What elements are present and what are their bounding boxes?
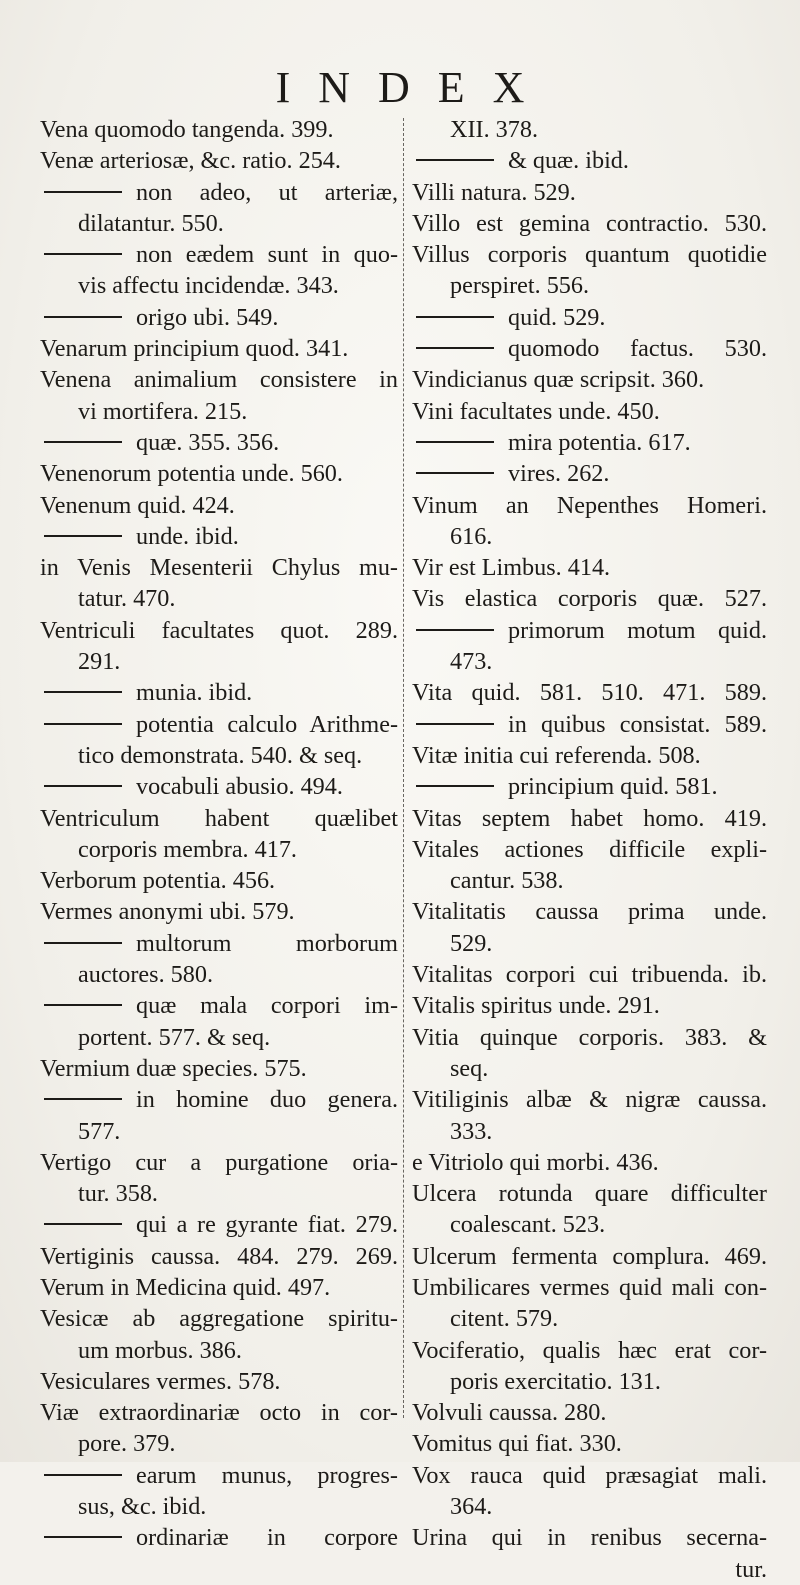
ditto-dash [44, 1223, 122, 1225]
index-entry [40, 333, 398, 364]
index-entry [40, 928, 398, 959]
index-entry-text: principium quid. 581. [508, 773, 718, 801]
index-entry [412, 1147, 767, 1178]
index-entry [412, 583, 767, 614]
index-entry-text: Verborum potentia. 456. [40, 867, 276, 895]
index-entry [40, 677, 398, 708]
index-entry [412, 646, 767, 677]
ditto-dash [416, 472, 494, 474]
index-entry-text: & quæ. ibid. [508, 147, 629, 175]
index-entry [40, 1272, 398, 1303]
index-entry-text: 364. [450, 1493, 493, 1521]
index-entry [40, 458, 398, 489]
index-entry [412, 552, 767, 583]
index-entry-text: Vermes anonymi ubi. 579. [40, 898, 295, 926]
ditto-dash [416, 316, 494, 318]
index-entry-text: earum munus, progres- [136, 1461, 398, 1489]
index-entry-text: non adeo, ut arteriæ, [136, 178, 398, 206]
index-entry [40, 959, 398, 990]
index-entry [40, 709, 398, 740]
index-entry [412, 1428, 767, 1459]
index-entry [40, 1116, 398, 1147]
index-entry-text: Viæ extraordinariæ octo in cor- [40, 1399, 398, 1427]
index-entry-text: unde. ibid. [136, 522, 239, 550]
index-entry [40, 615, 398, 646]
index-entry [412, 521, 767, 552]
index-entry-text: Villo est gemina contractio. 530. [412, 209, 767, 237]
index-entry [412, 1491, 767, 1522]
index-entry-text: Ventriculi facultates quot. 289. [40, 616, 398, 644]
index-entry-text: ordinariæ in corpore [136, 1524, 398, 1552]
index-entry-text: potentia calculo Arithme- [136, 710, 398, 738]
index-entry-text: 529. [450, 929, 493, 957]
index-entry-text: primorum motum quid. [508, 616, 767, 644]
index-entry-text: mira potentia. 617. [508, 428, 691, 456]
index-entry [412, 490, 767, 521]
index-entry [40, 302, 398, 333]
index-entry [40, 1397, 398, 1428]
index-entry-text: in quibus consistat. 589. [508, 710, 767, 738]
index-entry [412, 1554, 767, 1585]
index-entry-text: vocabuli abusio. 494. [136, 773, 343, 801]
index-entry-text: e Vitriolo qui morbi. 436. [412, 1148, 659, 1176]
index-entry [40, 427, 398, 458]
index-entry [40, 1460, 398, 1491]
index-entry-text: tico demonstrata. 540. & seq. [78, 741, 363, 769]
index-entry [40, 1053, 398, 1084]
index-entry [40, 740, 398, 771]
index-entry [412, 396, 767, 427]
index-entry-text: Ventriculum habent quælibet [40, 804, 398, 832]
index-entry [40, 1366, 398, 1397]
index-entry-text: Vitia quinque corporis. 383. & [412, 1023, 767, 1051]
index-entry-text: Vitas septem habet homo. 419. [412, 804, 767, 832]
index-entry [412, 1303, 767, 1334]
index-entry-text: coalescant. 523. [450, 1211, 606, 1239]
index-entry-text: sus, &c. ibid. [78, 1493, 207, 1521]
index-entry-text: quæ. 355. 356. [136, 428, 280, 456]
index-entry-text: Venenum quid. 424. [40, 491, 235, 519]
index-entry [412, 239, 767, 270]
index-entry-text: Umbilicares vermes quid mali con- [412, 1273, 767, 1301]
index-entry [40, 1303, 398, 1334]
index-entry [40, 1209, 398, 1240]
index-column-left [40, 114, 398, 1554]
index-entry [412, 1272, 767, 1303]
ditto-dash [416, 723, 494, 725]
index-entry [412, 990, 767, 1021]
index-entry [40, 1084, 398, 1115]
index-entry [40, 114, 398, 145]
index-entry [40, 865, 398, 896]
ditto-dash [44, 1474, 122, 1476]
ditto-dash [44, 785, 122, 787]
ditto-dash [44, 191, 122, 193]
index-entry [40, 834, 398, 865]
index-entry-text: 291. [78, 648, 121, 676]
index-entry [412, 114, 767, 145]
ditto-dash [44, 1536, 122, 1538]
ditto-dash [44, 316, 122, 318]
index-entry [40, 646, 398, 677]
index-entry-text: um morbus. 386. [78, 1336, 242, 1364]
index-entry [412, 834, 767, 865]
index-entry-text: vires. 262. [508, 460, 610, 488]
index-entry [40, 396, 398, 427]
index-entry-text: 473. [450, 648, 493, 676]
column-divider [403, 118, 404, 1418]
index-entry-text: Verum in Medicina quid. 497. [40, 1273, 331, 1301]
index-entry [40, 990, 398, 1021]
index-entry-text: Venena animalium consistere in [40, 366, 398, 394]
index-entry [40, 1522, 398, 1553]
ditto-dash [44, 942, 122, 944]
index-entry-text: dilatantur. 550. [78, 209, 224, 237]
index-entry-text: Vertigo cur a purgatione oria- [40, 1148, 398, 1176]
index-entry [40, 208, 398, 239]
index-entry-text: citent. 579. [450, 1305, 559, 1333]
index-entry [412, 427, 767, 458]
ditto-dash [416, 785, 494, 787]
index-entry [412, 208, 767, 239]
index-entry [412, 803, 767, 834]
index-entry-text: origo ubi. 549. [136, 303, 279, 331]
index-entry-text: Vomitus qui fiat. 330. [412, 1430, 622, 1458]
index-entry-text: vis affectu incidendæ. 343. [78, 272, 339, 300]
index-entry [40, 270, 398, 301]
index-entry [40, 552, 398, 583]
index-entry-text: Venæ arteriosæ, &c. ratio. 254. [40, 147, 341, 175]
index-entry [412, 1241, 767, 1272]
index-entry-text: Vinum an Nepenthes Homeri. [412, 491, 767, 519]
index-entry [412, 302, 767, 333]
index-entry [412, 177, 767, 208]
index-entry-text: poris exercitatio. 131. [450, 1367, 661, 1395]
index-entry-text: tur. [735, 1555, 767, 1583]
index-entry-text: quid. 529. [508, 303, 606, 331]
index-entry [412, 615, 767, 646]
index-entry [40, 521, 398, 552]
index-entry-text: vi mortifera. 215. [78, 397, 248, 425]
index-entry [40, 1147, 398, 1178]
index-entry [412, 1022, 767, 1053]
page-title: INDEX [275, 63, 553, 112]
index-entry-text: Vitæ initia cui referenda. 508. [412, 741, 701, 769]
index-entry [412, 1053, 767, 1084]
ditto-dash [44, 723, 122, 725]
index-entry-text: quæ mala corpori im- [136, 992, 398, 1020]
index-entry [412, 1366, 767, 1397]
index-entry [412, 145, 767, 176]
index-entry-text: Vesicæ ab aggregatione spiritu- [40, 1305, 398, 1333]
index-entry [412, 333, 767, 364]
index-entry-text: Vesiculares vermes. 578. [40, 1367, 281, 1395]
index-entry [412, 1178, 767, 1209]
index-entry [40, 1241, 398, 1272]
ditto-dash [44, 691, 122, 693]
index-entry-text: Vis elastica corporis quæ. 527. [412, 585, 767, 613]
index-entry [40, 583, 398, 614]
index-entry [40, 803, 398, 834]
index-entry-text: tur. 358. [78, 1180, 158, 1208]
index-entry-text: Vitales actiones difficile expli- [412, 835, 767, 863]
index-entry-text: cantur. 538. [450, 867, 564, 895]
index-entry [412, 1460, 767, 1491]
index-entry [40, 1178, 398, 1209]
index-entry-text: Vermium duæ species. 575. [40, 1054, 307, 1082]
index-entry [412, 1084, 767, 1115]
index-entry [412, 928, 767, 959]
index-entry-text: 616. [450, 522, 493, 550]
ditto-dash [44, 1098, 122, 1100]
index-entry [40, 490, 398, 521]
index-entry-text: in Venis Mesenterii Chylus mu- [40, 554, 398, 582]
index-entry [40, 1428, 398, 1459]
index-entry [412, 709, 767, 740]
index-entry [412, 1335, 767, 1366]
ditto-dash [416, 629, 494, 631]
index-entry [40, 177, 398, 208]
index-entry-text: corporis membra. 417. [78, 835, 297, 863]
index-entry-text: Volvuli caussa. 280. [412, 1399, 607, 1427]
index-entry-text: Villus corporis quantum quotidie [412, 241, 767, 269]
index-entry [412, 1209, 767, 1240]
index-entry-text: XII. 378. [450, 116, 538, 143]
index-entry [412, 364, 767, 395]
index-entry-text: Villi natura. 529. [412, 178, 576, 206]
ditto-dash [44, 253, 122, 255]
index-entry-text: Venenorum potentia unde. 560. [40, 460, 343, 488]
index-entry-text: Ulcerum fermenta complura. 469. [412, 1242, 767, 1270]
index-entry-text: Venarum principium quod. 341. [40, 335, 349, 363]
ditto-dash [44, 441, 122, 443]
index-entry-text: non eædem sunt in quo- [136, 241, 398, 269]
index-entry [412, 865, 767, 896]
index-entry [40, 1022, 398, 1053]
index-entry [412, 1116, 767, 1147]
index-entry-text: Vitiliginis albæ & nigræ caussa. [412, 1086, 767, 1114]
index-entry [412, 1522, 767, 1553]
index-entry-text: qui a re gyrante fiat. 279. [136, 1211, 398, 1239]
index-entry [40, 364, 398, 395]
index-entry [412, 1397, 767, 1428]
index-entry [412, 270, 767, 301]
index-entry-text: 333. [450, 1117, 493, 1145]
index-entry [40, 145, 398, 176]
index-entry [40, 771, 398, 802]
index-entry-text: Vociferatio, qualis hæc erat cor- [412, 1336, 767, 1364]
index-entry-text: Vindicianus quæ scripsit. 360. [412, 366, 705, 394]
index-entry-text: seq. [450, 1054, 489, 1082]
index-entry [412, 896, 767, 927]
index-entry-text: 577. [78, 1117, 121, 1145]
index-entry-text: auctores. 580. [78, 961, 214, 989]
index-entry-text: Vir est Limbus. 414. [412, 554, 611, 582]
index-entry-text: multorum morborum [136, 929, 398, 957]
index-entry [412, 771, 767, 802]
index-entry-text: Vox rauca quid præsagiat mali. [412, 1461, 767, 1489]
index-entry-text: in homine duo genera. [136, 1086, 398, 1114]
index-entry-text: Urina qui in renibus secerna- [412, 1524, 767, 1552]
index-entry-text: Vitalis spiritus unde. 291. [412, 992, 660, 1020]
index-entry-text: munia. ibid. [136, 679, 253, 707]
index-entry-text: Vertiginis caussa. 484. 279. 269. [40, 1242, 398, 1270]
ditto-dash [416, 441, 494, 443]
index-entry [40, 896, 398, 927]
index-entry-text: Vitalitatis caussa prima unde. [412, 898, 767, 926]
ditto-dash [44, 1004, 122, 1006]
ditto-dash [416, 347, 494, 349]
index-entry-text: Ulcera rotunda quare difficulter [412, 1180, 767, 1208]
index-entry-text: perspiret. 556. [450, 272, 590, 300]
index-entry-text: portent. 577. & seq. [78, 1023, 271, 1051]
index-entry-text: Vini facultates unde. 450. [412, 397, 660, 425]
index-entry [40, 1335, 398, 1366]
index-column-right [412, 114, 767, 1585]
ditto-dash [44, 535, 122, 537]
index-entry [412, 740, 767, 771]
index-entry-text: Vita quid. 581. 510. 471. 589. [412, 679, 767, 707]
index-entry [412, 458, 767, 489]
index-entry [40, 1491, 398, 1522]
index-entry [40, 239, 398, 270]
ditto-dash [416, 159, 494, 161]
index-entry-text: quomodo factus. 530. [508, 335, 767, 363]
index-entry [412, 677, 767, 708]
index-entry-text: pore. 379. [78, 1430, 176, 1458]
index-entry-text: Vitalitas corpori cui tribuenda. ib. [412, 961, 767, 989]
index-entry [412, 959, 767, 990]
index-entry-text: Vena quomodo tangenda. 399. [40, 116, 334, 143]
index-entry-text: tatur. 470. [78, 585, 176, 613]
